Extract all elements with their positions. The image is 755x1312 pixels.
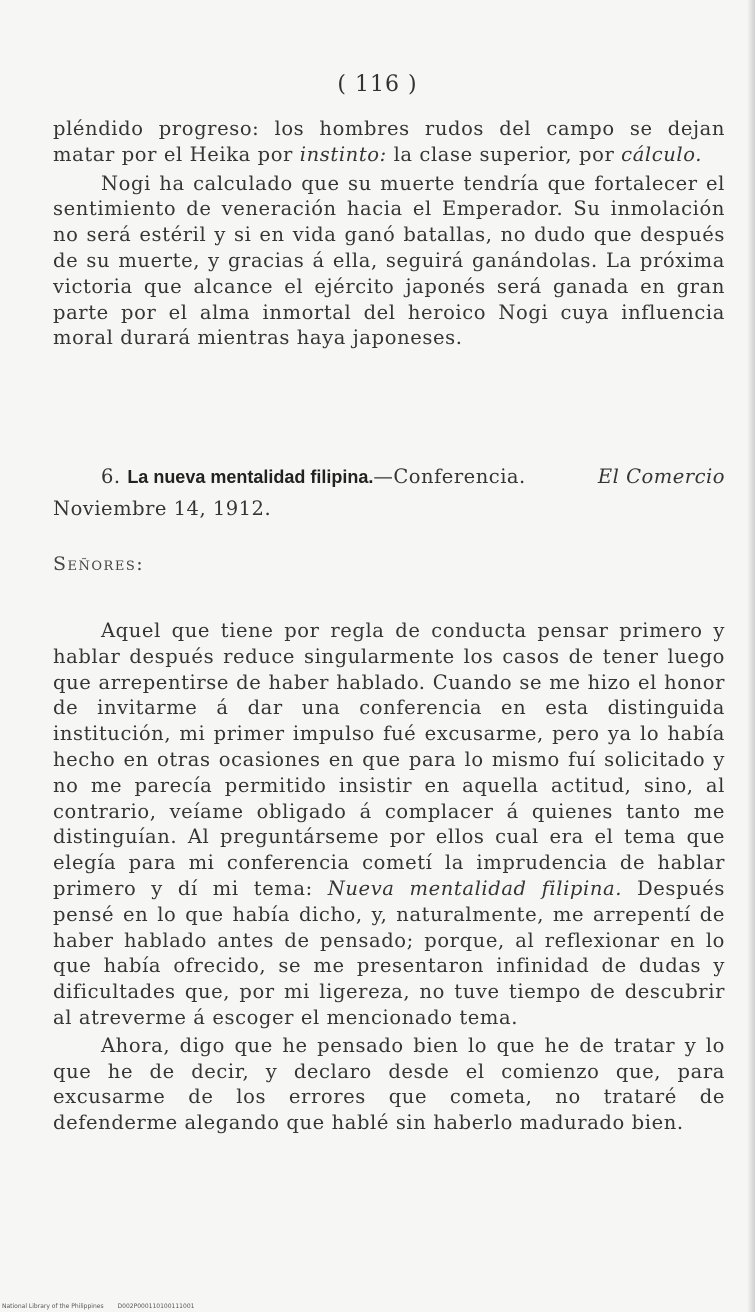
italic-instinto: instinto: <box>299 142 387 166</box>
section-heading <box>53 461 725 525</box>
section-title: La nueva mentalidad filipina. <box>127 467 374 487</box>
heading-line <box>53 461 725 493</box>
footer-library: National Library of the Philippines <box>2 1303 104 1310</box>
paragraph-nogi: Nogi ha calculado que su muerte tendría que fortalecer el sentimiento de veneración hacia el Emperador. Su inmolación no será estéril y si en vida ganó batallas, no dudo que después de su muerte, y gracias á ella, seguirá ganándolas. La próxima victoria que alcance el ejército japonés será ganada en gran parte por el alma inmortal del heroico Nogi cuya influencia moral durará mientras haya japoneses. <box>53 171 725 350</box>
section-date: Noviembre 14, 1912. <box>53 497 272 520</box>
italic-tema: Nueva mentalidad filipina. <box>327 876 623 900</box>
paragraph-continuation: pléndido progreso: los hombres rudos del campo se dejan matar por el Heika por instinto: la clase superior, por cálculo. <box>53 117 725 166</box>
scan-footer <box>2 1303 206 1310</box>
section-number: 6. <box>101 465 121 488</box>
section-label: —Conferencia. <box>373 465 526 488</box>
paragraph-ahora: Ahora, digo que he pensado bien lo que he de tratar y lo que he de decir, y declaro desde el comienzo que, para excusarme de los errores que cometa, no trataré de defenderme alegando que hablé sin haberlo madurado bien. <box>53 1033 725 1135</box>
salutation: Señores: <box>53 553 145 575</box>
text-block-bottom <box>53 618 725 1136</box>
paragraph-aquel: Aquel que tiene por regla de conducta pensar primero y hablar después reduce singularmente los casos de tener luego que arrepentirse de haber hablado. Cuando se me hizo el honor de invitarme á dar una conferencia en esta distinguida institución, mi primer impulso fué excusarme, pero ya lo había hecho en otras ocasiones en que para lo mismo fuí solicitado y no me parecía permitido insistir en aquella actitud, sino, al contrario, veíame obligado á complacer á quienes tanto me distinguían. Al preguntárseme por ellos cual era el tema que elegía para mi conferencia cometí la imprudencia de hablar primero y dí mi tema: Nueva mentalidad filipina. Después pensé en lo que había dicho, y, naturalmente, me arrepentí de haber hablado antes de pensado; porque, al reflexionar en lo que había ofrecido, se me presentaron infinidad de dudas y dificultades que, por mi ligereza, no tuve tiempo de descubrir al atreverme á escoger el mencionado tema. <box>53 619 725 1029</box>
footer-code: D002P000110100111001 <box>117 1303 195 1310</box>
text-block-top <box>53 116 725 351</box>
page-edge-shadow <box>747 0 755 1312</box>
italic-calculo: cálculo. <box>621 142 703 166</box>
page-number: ( 116 ) <box>337 72 418 97</box>
section-source: El Comercio <box>597 465 725 488</box>
